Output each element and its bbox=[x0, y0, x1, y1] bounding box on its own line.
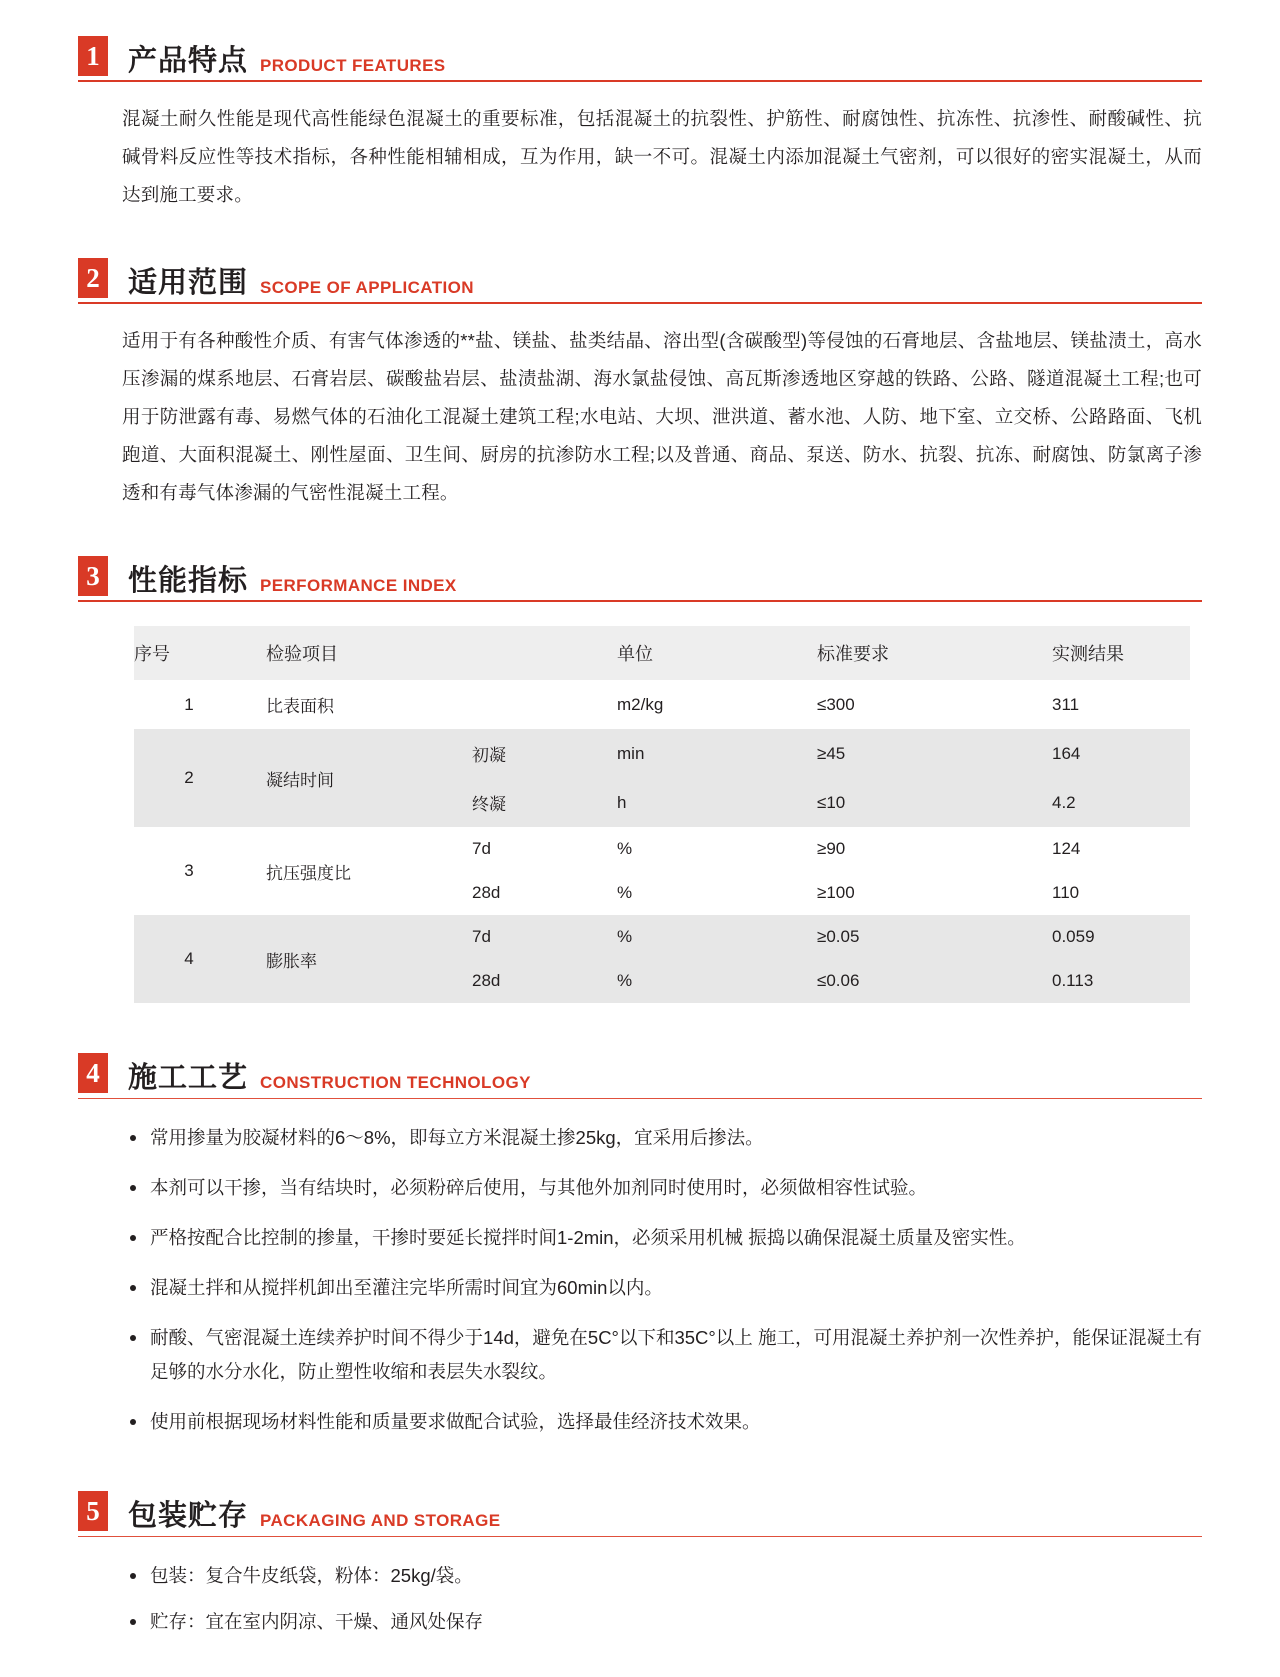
section-title-cn: 产品特点 bbox=[128, 45, 249, 77]
cell-unit: % bbox=[617, 871, 817, 915]
table-row bbox=[134, 915, 1190, 959]
header-sub bbox=[456, 626, 617, 680]
list-item: 包装：复合牛皮纸袋，粉体：25kg/袋。 bbox=[128, 1559, 1202, 1593]
section-number-badge: 3 bbox=[78, 556, 108, 596]
scope-paragraph: 适用于有各种酸性介质、有害气体渗透的**盐、镁盐、盐类结晶、溶出型(含碳酸型)等侵蚀的石膏地层、含盐地层、镁盐渍土，高水压渗漏的煤系地层、石膏岩层、碳酸盐岩层、盐渍盐湖、海水氯盐侵蚀、高瓦斯渗透地区穿越的铁路、公路、隧道混凝土工程;也可用于防泄露有毒、易燃气体的石油化工混凝土建筑工程;水电站、大坝、泄洪道、蓄水池、人防、地下室、立交桥、公路路面、飞机跑道、大面积混凝土、刚性屋面、卫生间、厨房的抗渗防水工程;以及普通、商品、泵送、防水、抗裂、抗冻、耐腐蚀、防氯离子渗透和有毒气体渗漏的气密性混凝土工程。 bbox=[122, 330, 1202, 503]
section-number-badge: 1 bbox=[78, 36, 108, 76]
list-item: 耐酸、气密混凝土连续养护时间不得少于14d，避免在5C°以下和35C°以上 施工，可用混凝土养护剂一次性养护，能保证混凝土有足够的水分水化，防止塑性收缩和表层失水裂纹。 bbox=[128, 1321, 1202, 1389]
header-unit: 单位 bbox=[617, 626, 817, 680]
section-header-scope bbox=[0, 248, 1280, 304]
cell-result: 311 bbox=[1052, 680, 1190, 729]
section-header-packaging bbox=[0, 1481, 1280, 1537]
cell-no: 3 bbox=[134, 827, 244, 915]
bottom-spacer bbox=[0, 1651, 1280, 1677]
section-number-badge: 4 bbox=[78, 1053, 108, 1093]
section-gap bbox=[0, 1455, 1280, 1481]
table-row bbox=[134, 680, 1190, 729]
section-divider bbox=[78, 1098, 1202, 1099]
cell-result: 0.113 bbox=[1052, 959, 1190, 1003]
cell-result: 0.059 bbox=[1052, 915, 1190, 959]
section-divider bbox=[78, 302, 1202, 304]
cell-std: ≤0.06 bbox=[817, 959, 1052, 1003]
cell-std: ≥100 bbox=[817, 871, 1052, 915]
section-title-en: SCOPE OF APPLICATION bbox=[260, 278, 474, 297]
table-row bbox=[134, 827, 1190, 871]
cell-unit: % bbox=[617, 915, 817, 959]
section-number-badge: 5 bbox=[78, 1491, 108, 1531]
cell-unit: h bbox=[617, 778, 817, 827]
section-title-en: PACKAGING AND STORAGE bbox=[260, 1511, 501, 1530]
section-header-construction bbox=[0, 1043, 1280, 1099]
cell-result: 124 bbox=[1052, 827, 1190, 871]
list-item: 混凝土拌和从搅拌机卸出至灌注完毕所需时间宜为60min以内。 bbox=[128, 1271, 1202, 1305]
cell-unit: min bbox=[617, 729, 817, 778]
cell-no: 4 bbox=[134, 915, 244, 1003]
product-features-paragraph: 混凝土耐久性能是现代高性能绿色混凝土的重要标准，包括混凝土的抗裂性、护筋性、耐腐蚀性、抗冻性、抗渗性、耐酸碱性、抗碱骨料反应性等技术指标，各种性能相辅相成，互为作用，缺一不可。混凝土内添加混凝土气密剂，可以很好的密实混凝土，从而达到施工要求。 bbox=[122, 108, 1202, 205]
section-title-cn: 包装贮存 bbox=[128, 1500, 249, 1532]
section-divider bbox=[78, 1536, 1202, 1537]
performance-index-table bbox=[134, 626, 1190, 1003]
cell-std: ≤300 bbox=[817, 680, 1052, 729]
cell-no: 1 bbox=[134, 680, 244, 729]
section-header-performance bbox=[0, 546, 1280, 602]
section-gap bbox=[0, 1003, 1280, 1043]
header-std: 标准要求 bbox=[817, 626, 1052, 680]
table-header-row bbox=[134, 626, 1190, 680]
cell-item: 比表面积 bbox=[244, 680, 456, 729]
list-item: 严格按配合比控制的掺量，干掺时要延长搅拌时间1-2min，必须采用机械 振捣以确保混凝土质量及密实性。 bbox=[128, 1221, 1202, 1255]
cell-sub: 28d bbox=[456, 871, 617, 915]
section-title-cn: 施工工艺 bbox=[128, 1062, 249, 1094]
cell-sub: 7d bbox=[456, 827, 617, 871]
cell-item: 抗压强度比 bbox=[244, 827, 456, 915]
cell-std: ≥90 bbox=[817, 827, 1052, 871]
section-gap bbox=[0, 214, 1280, 248]
cell-sub: 7d bbox=[456, 915, 617, 959]
cell-item: 凝结时间 bbox=[244, 729, 456, 827]
list-item: 常用掺量为胶凝材料的6～8%，即每立方米混凝土掺25kg，宜采用后掺法。 bbox=[128, 1121, 1202, 1155]
header-no: 序号 bbox=[134, 626, 244, 680]
cell-std: ≤10 bbox=[817, 778, 1052, 827]
cell-sub bbox=[456, 680, 617, 729]
cell-no: 2 bbox=[134, 729, 244, 827]
section-title-en: PRODUCT FEATURES bbox=[260, 56, 446, 75]
construction-technology-list bbox=[128, 1121, 1202, 1439]
performance-table-wrapper bbox=[134, 626, 1190, 1003]
section-divider bbox=[78, 600, 1202, 602]
cell-item: 膨胀率 bbox=[244, 915, 456, 1003]
cell-std: ≥0.05 bbox=[817, 915, 1052, 959]
cell-sub: 28d bbox=[456, 959, 617, 1003]
cell-sub: 初凝 bbox=[456, 729, 617, 778]
section-title-cn: 性能指标 bbox=[128, 565, 249, 597]
section-title-cn: 适用范围 bbox=[128, 267, 249, 299]
table-row bbox=[134, 729, 1190, 778]
table-body bbox=[134, 680, 1190, 1003]
section-title-en: CONSTRUCTION TECHNOLOGY bbox=[260, 1073, 531, 1092]
list-item: 使用前根据现场材料性能和质量要求做配合试验，选择最佳经济技术效果。 bbox=[128, 1405, 1202, 1439]
section-divider bbox=[78, 80, 1202, 82]
cell-sub: 终凝 bbox=[456, 778, 617, 827]
cell-std: ≥45 bbox=[817, 729, 1052, 778]
header-result: 实测结果 bbox=[1052, 626, 1190, 680]
cell-result: 110 bbox=[1052, 871, 1190, 915]
header-item: 检验项目 bbox=[244, 626, 456, 680]
cell-result: 4.2 bbox=[1052, 778, 1190, 827]
top-spacer bbox=[0, 0, 1280, 26]
cell-unit: m2/kg bbox=[617, 680, 817, 729]
cell-result: 164 bbox=[1052, 729, 1190, 778]
section-header-product-features bbox=[0, 26, 1280, 82]
section-gap bbox=[0, 512, 1280, 546]
list-item: 贮存：宜在室内阴凉、干燥、通风处保存 bbox=[128, 1605, 1202, 1639]
list-item: 本剂可以干掺，当有结块时，必须粉碎后使用，与其他外加剂同时使用时，必须做相容性试验。 bbox=[128, 1171, 1202, 1205]
cell-unit: % bbox=[617, 827, 817, 871]
packaging-storage-list bbox=[128, 1559, 1202, 1639]
section-title-en: PERFORMANCE INDEX bbox=[260, 576, 457, 595]
section-number-badge: 2 bbox=[78, 258, 108, 298]
table-head bbox=[134, 626, 1190, 680]
cell-unit: % bbox=[617, 959, 817, 1003]
